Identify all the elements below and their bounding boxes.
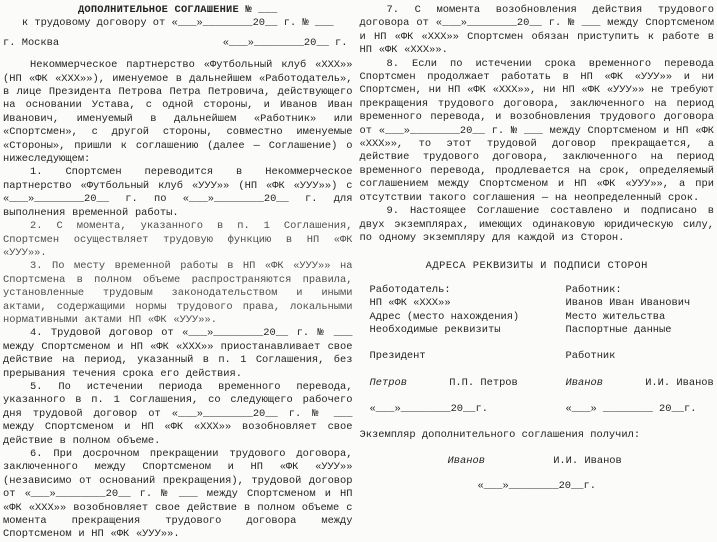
employer-signature-row <box>370 377 566 390</box>
employer-role-label: Работодатель: <box>369 283 451 296</box>
clause-5: 5. По истечении периода временного перевода, указанного в п. 1 Соглашения, со следующего рабочего дня трудовой договор от «___»________20__ г. № ___ между Спортсменом и НП «ФК «ХХХ»» возобновляет свое действие в полном объеме. <box>3 380 353 447</box>
spacer <box>370 337 714 350</box>
city-label: г. Москва <box>3 36 60 49</box>
receipt-date-field: «___»________20__г. <box>477 480 596 493</box>
clause-7: 7. С момента возобновления действия трудового договора от «___»________20__ г. № ___ между Спортсменом и НП «ФК «ХХХ»» Спортсмен обязан приступить к работе в НП «ФК «ХХХ»». <box>359 4 714 57</box>
employee-date-field: «___» ________ 20__г. <box>565 403 697 416</box>
employer-org-name: НП «ФК «ХХХ»» <box>369 297 451 310</box>
employee-details-label: Паспортные данные <box>565 323 672 336</box>
clause-6: 6. При досрочном прекращении трудового договора, заключенного между Спортсменом и НП «ФК «УУУ»» (независимо от оснований прекращения), трудовой договор от «___»________20__ г. № ___ между Спортсменом и НП «ФК «ХХХ»» возобновляет свое действие в полном объеме с момента прекращения трудового договора между Спортсменом и НП «ФК «УУУ»». <box>3 448 353 541</box>
signatures-block <box>360 284 714 417</box>
clause-3: 3. По месту временной работы в НП «ФК «УУУ»» на Спортсмена в полном объеме распространяются правила, установленные трудовым законодательством и иными актами, содержащими нормы трудового права, локальными нормативными актами НП «ФК «УУУ»». <box>3 260 353 326</box>
employer-address-label: Адрес (место нахождения) <box>369 310 520 323</box>
employer-signature: Петров <box>369 376 407 389</box>
employee-role-label: Работник: <box>565 283 622 296</box>
clause-9: 9. Настоящее Соглашение составлено и подписано в двух экземплярах, имеющих одинаковую юридическую силу, по одному экземпляру для каждой из Сторон. <box>359 205 714 244</box>
preamble-paragraph: Некоммерческое партнерство «Футбольный клуб «ХХХ»» (НП «ФК «ХХХ»»), именуемое в дальнейшем «Работодатель», в лице Президента Петрова Петра Петровича, действующего на основании Устава, с одной стороны, и Иванов Иван Иванович, именуемый в дальнейшем «Работник» или «Спортсмен», с другой стороны, совместно именуемые «Стороны», пришли к соглашению (далее — Соглашение) о нижеследующем: <box>3 59 353 166</box>
employee-address-label: Место жительства <box>565 310 666 323</box>
clause-1: 1. Спортсмен переводится в Некоммерческое партнерство «Футбольный клуб «УУУ»» (НП «ФК «УУУ»») с «___»________20__ г. по «___»________20__ г. для выполнения временной работы. <box>3 166 353 219</box>
clause-2: 2. С момента, указанного в п. 1 Соглашения, Спортсмен осуществляет трудовую функцию в НП «ФК «УУУ»». <box>3 220 353 259</box>
receipt-block <box>360 429 714 494</box>
receipt-signature-row <box>360 455 714 468</box>
right-column <box>360 4 714 525</box>
clause-8: 8. Если по истечении срока временного перевода Спортсмен продолжает работать в НП «ФК «УУУ»» и ни Спортсмен, ни НП «ФК «ХХХ»», ни НП «ФК «УУУ»» не требуют прекращения трудового договора, заключенного на период временного перевода, и возобновления трудового договора от «___»________20__ г. № ___ между Спортсменом и НП «ФК «ХХХ»», то этот трудовой договор прекращается, а действие трудового договора, заключенного на период временного перевода, продлевается на срок, определяемый соглашением между Спортсменом и НП «ФК «УУУ»», а при отсутствии такого соглашения — на неопределенный срок. <box>359 57 714 204</box>
receipt-signatory-name: И.И. Иванов <box>553 454 622 467</box>
receipt-label: Экземпляр дополнительного соглашения получил: <box>359 428 641 441</box>
employee-position-label: Работник <box>565 350 616 363</box>
clause-4: 4. Трудовой договор от «___»________20__ г. № ___ между Спортсменом и НП «ФК «ХХХ»» приостанавливает свое действие на период, указанный в п. 1 Соглашения, без прерывания течения срока его действия. <box>3 327 353 380</box>
employee-signature: Иванов <box>565 376 603 389</box>
employer-position-label: Президент <box>369 350 426 363</box>
employee-signature-row <box>566 377 714 390</box>
spacer <box>370 364 714 377</box>
employer-date-field: «___»________20__г. <box>369 403 488 416</box>
employee-signatory-name: И.И. Иванов <box>645 376 714 389</box>
employer-details-label: Необходимые реквизиты <box>369 323 501 336</box>
left-column <box>3 4 353 541</box>
spacer <box>370 390 714 403</box>
employer-signatory-name: П.П. Петров <box>449 376 518 389</box>
document-title: ДОПОЛНИТЕЛЬНОЕ СОГЛАШЕНИЕ № ___ <box>78 4 278 16</box>
document-subtitle: к трудовому договору от «___»________20__ г. № ___ <box>21 17 334 30</box>
signatures-heading: АДРЕСА РЕКВИЗИТЫ И ПОДПИСИ СТОРОН <box>425 260 648 273</box>
employee-full-name: Иванов Иван Иванович <box>565 297 691 310</box>
city-date-row <box>3 37 353 50</box>
receipt-signature: Иванов <box>447 454 485 467</box>
header-date-field: «___»________20__ г. <box>222 36 348 49</box>
